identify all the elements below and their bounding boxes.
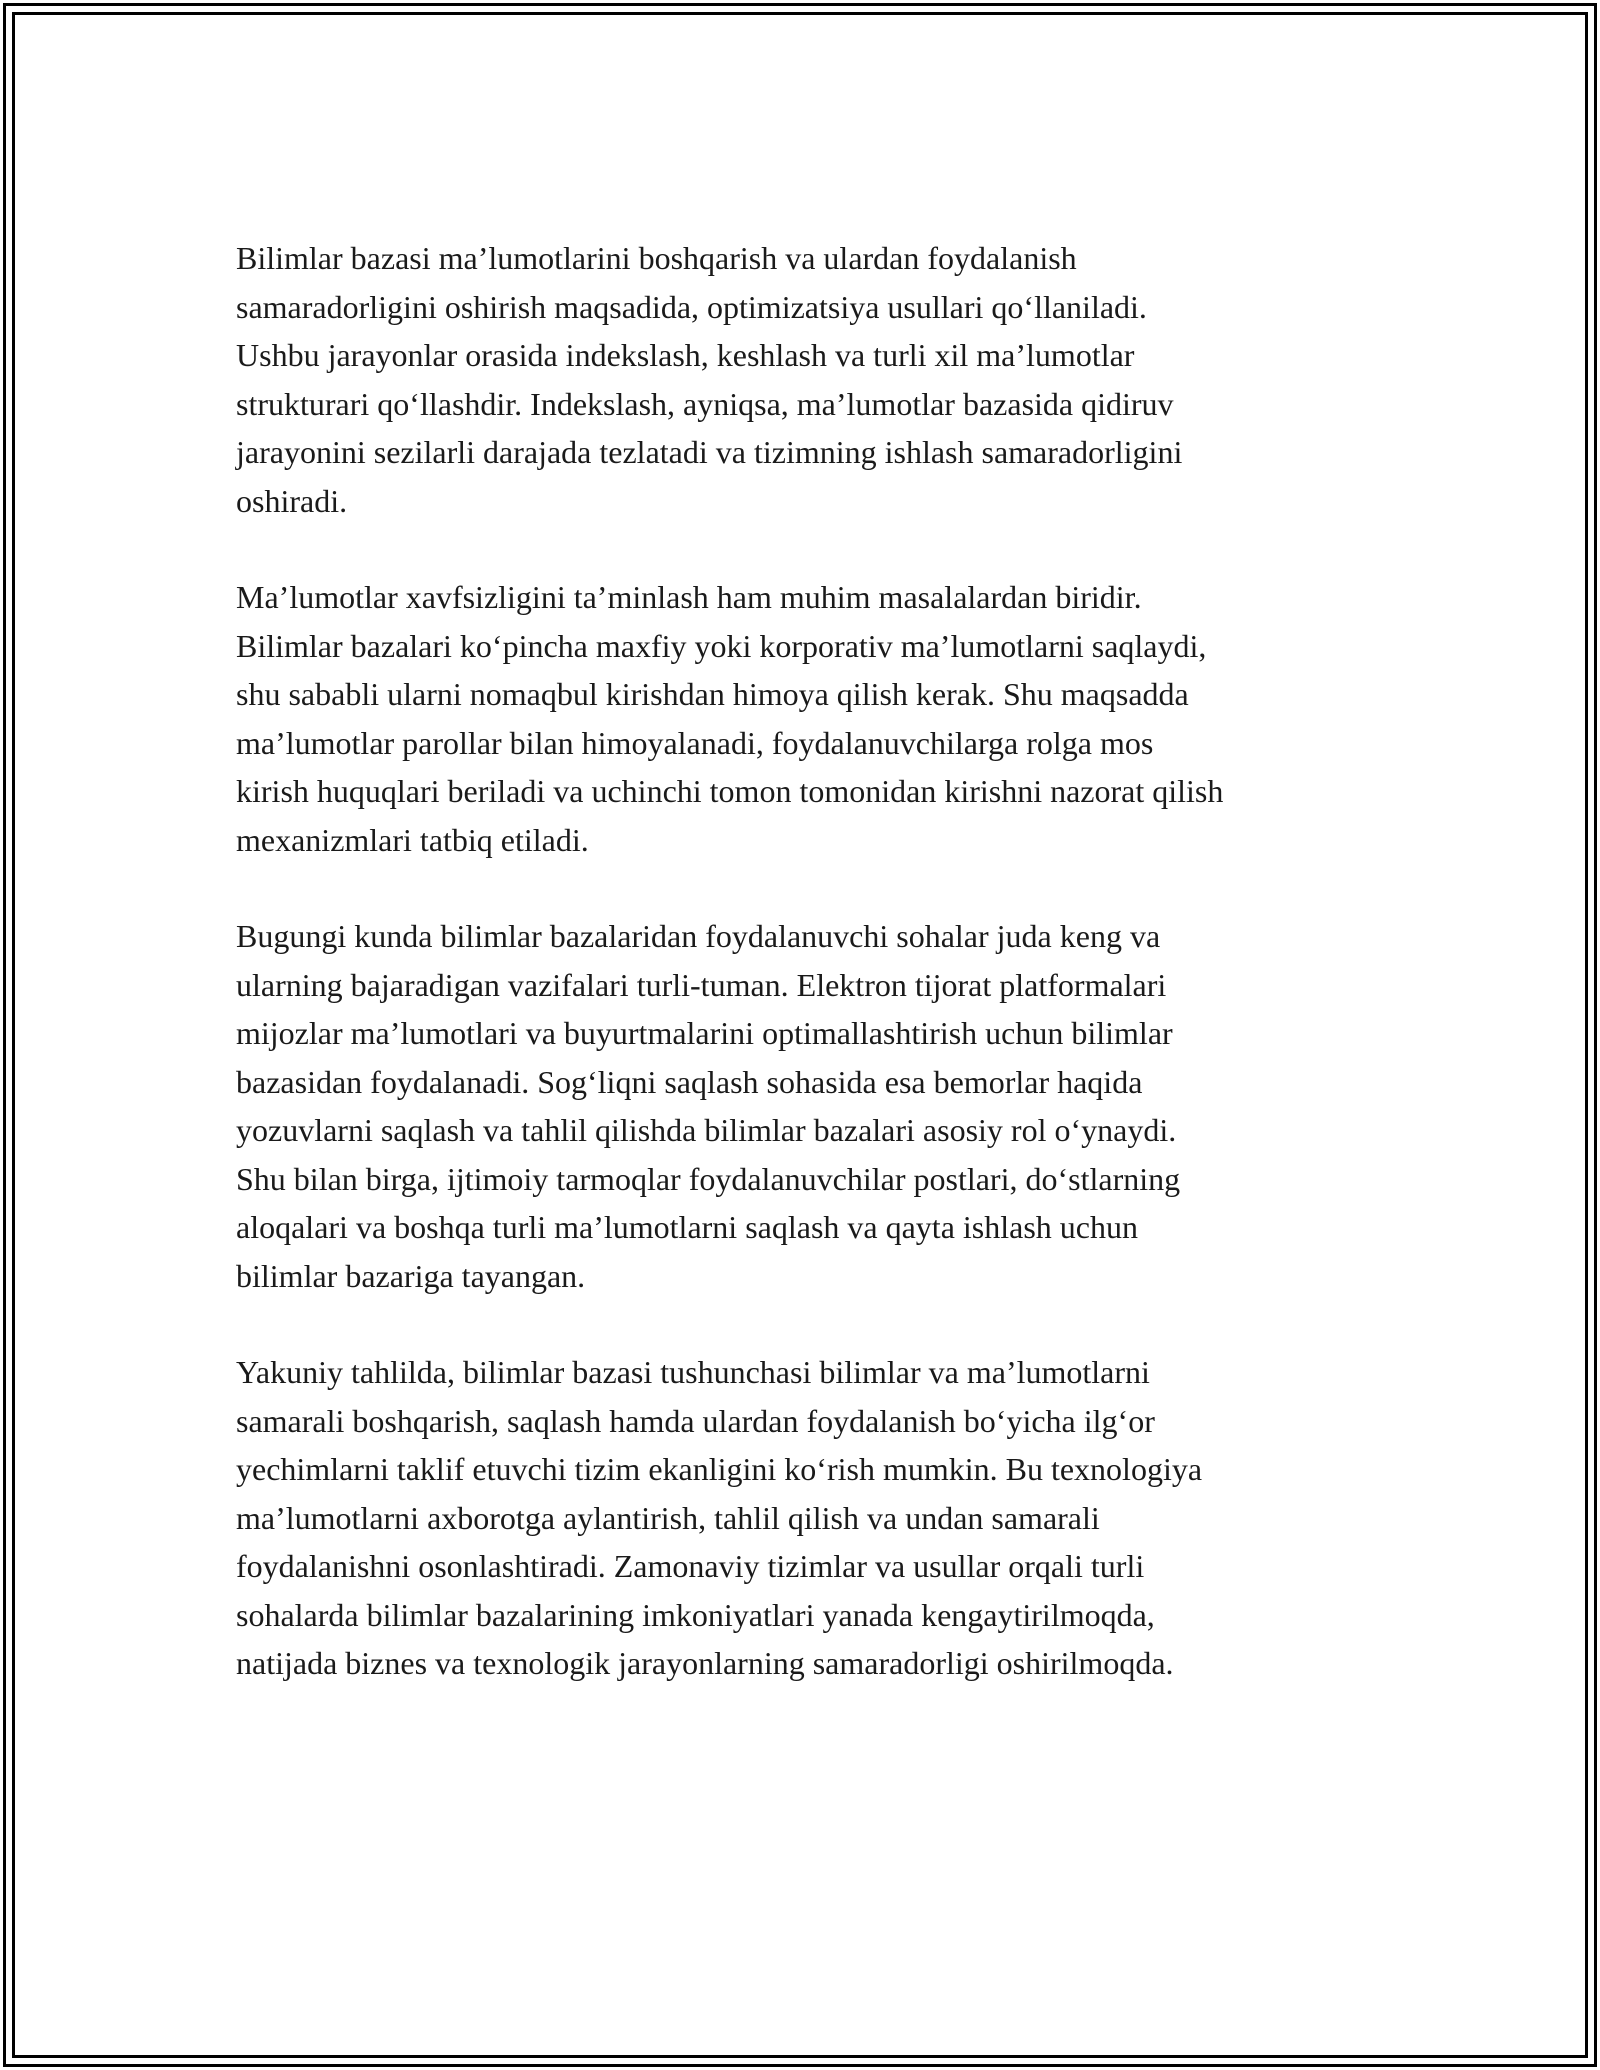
text-line: mexanizmlari tatbiq etiladi. [236,821,589,858]
text-line: mijozlar ma’lumotlari va buyurtmalarini optimallashtirish uchun bilimlar [236,1015,1173,1051]
text-line: strukturari qo‘llashdir. Indekslash, ayniqsa, ma’lumotlar bazasida qidiruv [236,385,1174,422]
paragraph-4 [236,1348,1386,1688]
text-line: ma’lumotlarni axborotga aylantirish, tahlil qilish va undan samarali [236,1499,1100,1536]
text-line: Shu bilan birga, ijtimoiy tarmoqlar foydalanuvchilar postlari, do‘stlarning [236,1160,1181,1197]
document-body [236,234,1386,1736]
text-line: natijada biznes va texnologik jarayonlarning samaradorligi oshirilmoqda. [236,1645,1174,1681]
text-line: bilimlar bazariga tayangan. [236,1257,586,1294]
text-line: samaradorligini oshirish maqsadida, optimizatsiya usullari qo‘llaniladi. [236,288,1147,325]
paragraph-2 [236,573,1386,864]
text-line: Ushbu jarayonlar orasida indekslash, keshlash va turli xil ma’lumotlar [236,337,1135,373]
text-line: Yakuniy tahlilda, bilimlar bazasi tushunchasi bilimlar va ma’lumotlarni [236,1354,1150,1390]
text-line: samarali boshqarish, saqlash hamda ulardan foydalanish bo‘yicha ilg‘or [236,1402,1155,1439]
paragraph-1 [236,234,1386,525]
text-line: bazasidan foydalanadi. Sog‘liqni saqlash sohasida esa bemorlar haqida [236,1063,1143,1100]
text-line: yechimlarni taklif etuvchi tizim ekanligini ko‘rish mumkin. Bu texnologiya [236,1451,1203,1487]
text-line: Bilimlar bazasi ma’lumotlarini boshqarish va ulardan foydalanish [236,240,1077,276]
text-line: sohalarda bilimlar bazalarining imkoniyatlari yanada kengaytirilmoqda, [236,1596,1155,1633]
text-line: kirish huquqlari beriladi va uchinchi tomon tomonidan kirishni nazorat qilish [236,773,1224,809]
text-line: ularning bajaradigan vazifalari turli-tuman. Elektron tijorat platformalari [236,966,1167,1003]
text-line: Bugungi kunda bilimlar bazalaridan foydalanuvchi sohalar juda keng va [236,918,1161,954]
text-line: ma’lumotlar parollar bilan himoyalanadi, foydalanuvchilarga rolga mos [236,724,1154,761]
paragraph-3 [236,912,1386,1300]
text-line: Ma’lumotlar xavfsizligini ta’minlash ham muhim masalalardan biridir. [236,579,1142,615]
text-line: jarayonini sezilarli darajada tezlatadi va tizimning ishlash samaradorligini [236,434,1183,470]
text-line: Bilimlar bazalari ko‘pincha maxfiy yoki korporativ ma’lumotlarni saqlaydi, [236,627,1207,664]
text-line: shu sababli ularni nomaqbul kirishdan himoya qilish kerak. Shu maqsadda [236,676,1189,712]
text-line: aloqalari va boshqa turli ma’lumotlarni saqlash va qayta ishlash uchun [236,1209,1138,1245]
text-line: oshiradi. [236,482,348,519]
text-line: foydalanishni osonlashtiradi. Zamonaviy tizimlar va usullar orqali turli [236,1548,1145,1584]
text-line: yozuvlarni saqlash va tahlil qilishda bilimlar bazalari asosiy rol o‘ynaydi. [236,1112,1177,1148]
